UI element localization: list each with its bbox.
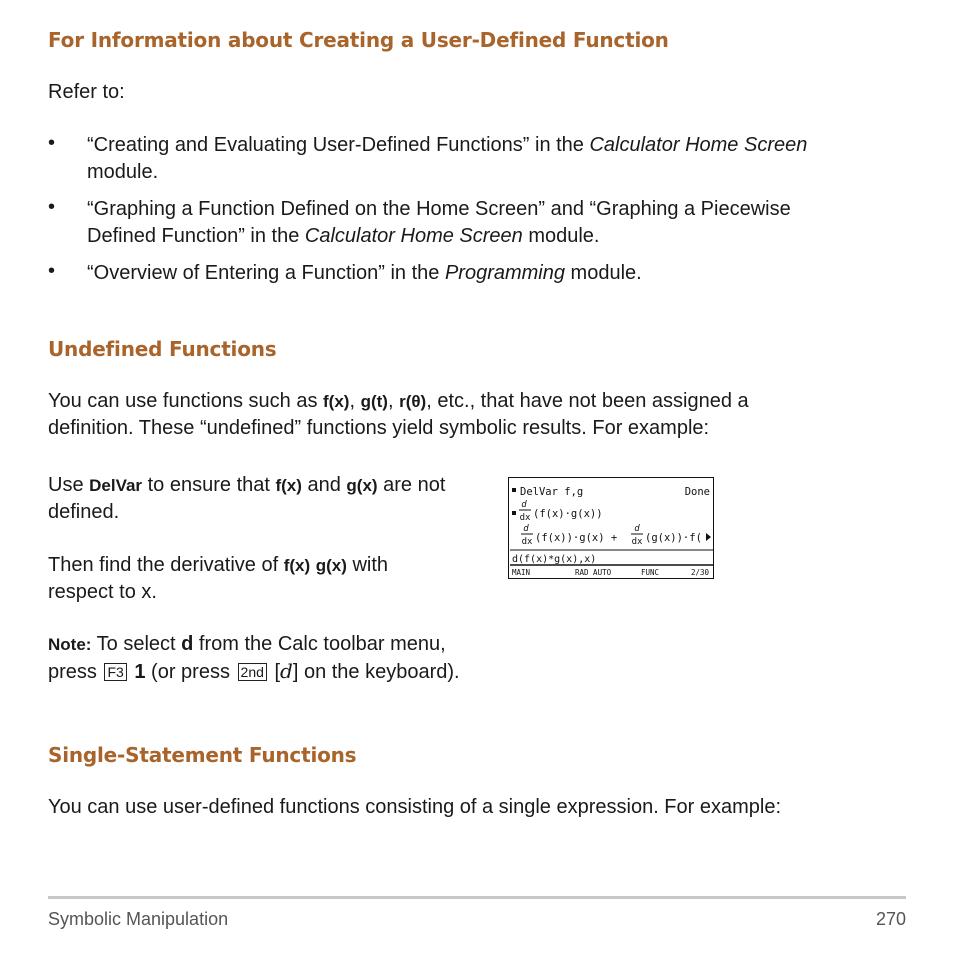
footer-rule bbox=[48, 896, 906, 899]
history-line-3-expr-a: (f(x))·g(x) + bbox=[535, 532, 618, 544]
deriv-dx: dx bbox=[631, 537, 643, 547]
calculator-display bbox=[509, 478, 715, 580]
section-heading-undefined: Undefined Functions bbox=[48, 337, 277, 361]
bullet-item-3: “Overview of Entering a Function” in the Programming module. bbox=[87, 262, 642, 284]
second-key-icon: 2nd bbox=[238, 663, 267, 681]
history-line-3-expr-b: (g(x))·f( bbox=[645, 532, 702, 544]
bullet-marker: • bbox=[48, 260, 56, 282]
bullet-marker: • bbox=[48, 196, 56, 218]
f3-key-icon: F3 bbox=[104, 663, 126, 681]
delvar-instruction: Use DelVar to ensure that f(x) and g(x) are not defined. bbox=[48, 474, 446, 523]
status-main: MAIN bbox=[512, 568, 531, 577]
bullet-marker: • bbox=[48, 132, 56, 154]
deriv-d-top: d bbox=[523, 524, 529, 534]
deriv-d-top: d bbox=[634, 524, 640, 534]
status-mode: RAD AUTO bbox=[575, 568, 612, 577]
history-line-2-expr: (f(x)·g(x)) bbox=[533, 508, 603, 520]
derivative-instruction: Then find the derivative of f(x) g(x) with respect to x. bbox=[48, 554, 389, 603]
bullet-item-1: “Creating and Evaluating User-Defined Functions” in the Calculator Home Screen module. bbox=[87, 134, 808, 183]
entry-line: d(f(x)*g(x),x) bbox=[512, 554, 597, 565]
deriv-dx: dx bbox=[519, 513, 531, 523]
page-number: 270 bbox=[875, 909, 906, 929]
undefined-intro-paragraph: You can use functions such as f(x), g(t), r(θ), etc., that have not been assigned a definition. These “undefined” functions yield symbolic results. For example: bbox=[48, 390, 749, 439]
status-count: 2/30 bbox=[690, 568, 709, 577]
footer-section-title: Symbolic Manipulation bbox=[48, 909, 229, 929]
deriv-dx: dx bbox=[521, 537, 533, 547]
deriv-d-top: d bbox=[521, 500, 527, 510]
entry-marker-icon bbox=[512, 488, 516, 492]
section-heading-user-defined: For Information about Creating a User-Defined Function bbox=[48, 28, 669, 52]
status-func: FUNC bbox=[641, 568, 660, 577]
calculator-screenshot bbox=[508, 477, 714, 579]
refer-to-text: Refer to: bbox=[48, 81, 125, 103]
d-key-glyph: d bbox=[280, 659, 293, 683]
entry-marker-icon bbox=[512, 511, 516, 515]
scroll-right-icon bbox=[706, 533, 711, 541]
history-line-1-result: Done bbox=[684, 486, 710, 498]
single-statement-paragraph: You can use user-defined functions consisting of a single expression. For example: bbox=[48, 796, 782, 818]
section-heading-single-statement: Single-Statement Functions bbox=[48, 743, 357, 767]
bullet-item-2: “Graphing a Function Defined on the Home Screen” and “Graphing a Piecewise Defined Function” in the Calculator Home Screen module. bbox=[87, 198, 791, 247]
note-paragraph: Note: To select d from the Calc toolbar menu, press F3 1 (or press 2nd [d] on the keyboard). bbox=[48, 633, 460, 683]
history-line-1-cmd: DelVar f,g bbox=[520, 486, 584, 498]
